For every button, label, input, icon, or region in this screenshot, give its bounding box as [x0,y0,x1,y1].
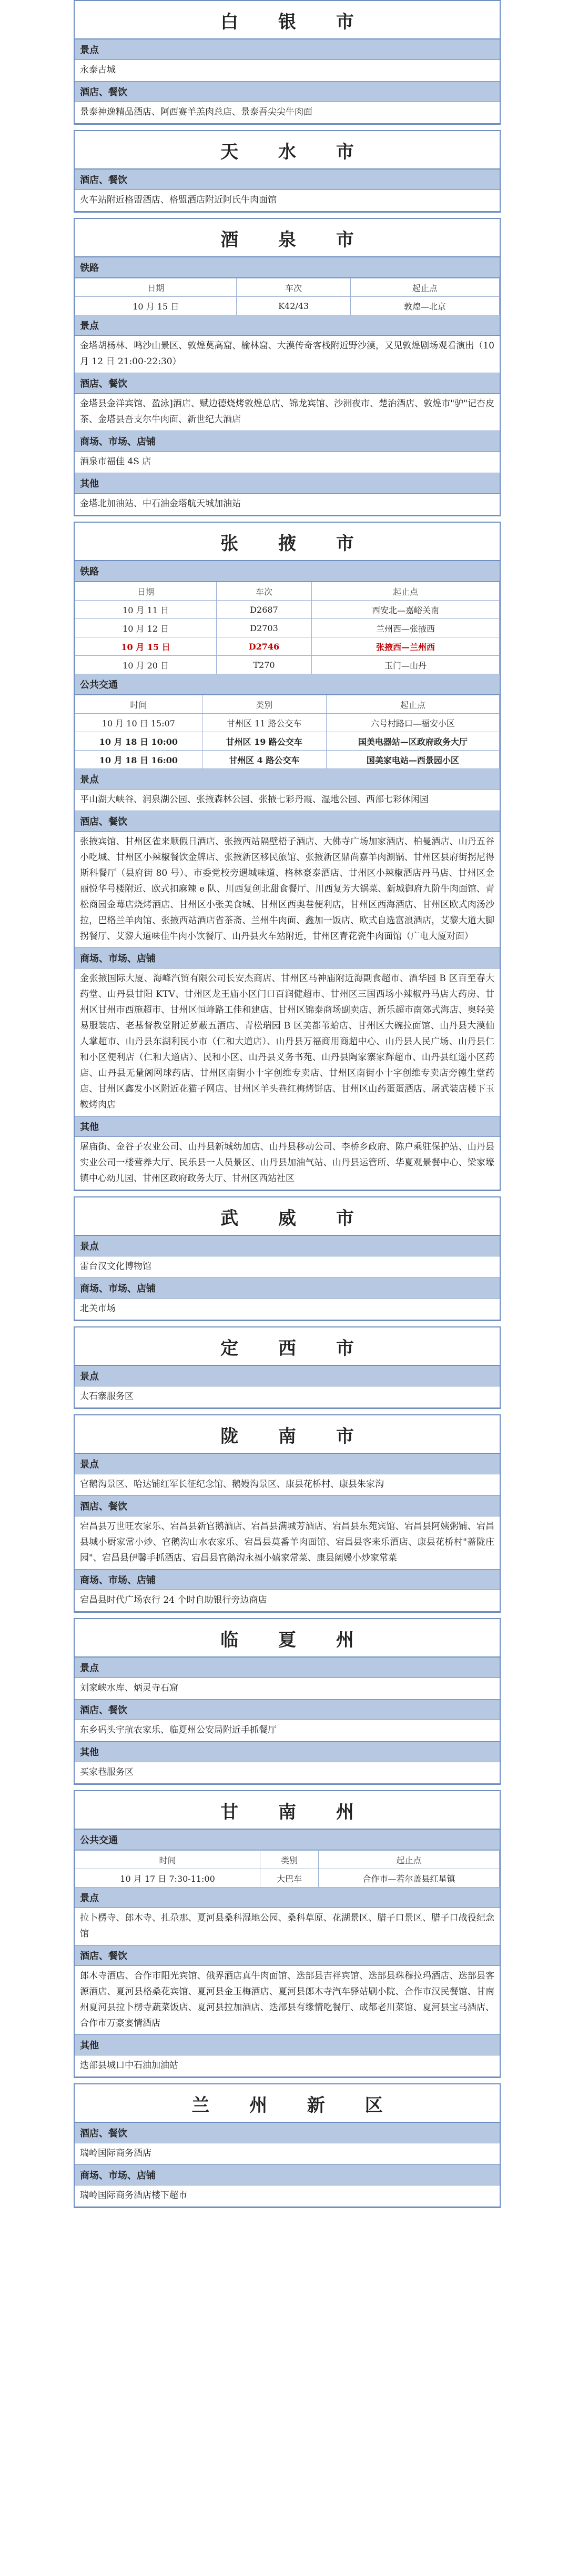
section-text: 酒泉市福佳 4S 店 [75,452,500,473]
section-text: 宕昌县万世旺农家乐、宕昌县新官鹅酒店、宕昌县满城芳酒店、宕昌县东苑宾馆、宕昌县阿姨粥铺、宕昌县城小厨家常小炒、官鹅沟山水农家乐、宕昌县莫番羊肉面馆、宕昌县客来乐酒店、康县花桥村"蔷陇庄园"、宕昌县伊馨手抓酒店、宕昌县官鹅沟永福小嬉家常菜、康县阔嫚小炒家常菜 [75,1516,500,1570]
table-cell: 10 月 20 日 [75,656,217,674]
table-header-cell: 起止点 [350,278,499,297]
section-heading: 酒店、餐饮 [75,1496,500,1516]
table-header-cell: 起止点 [311,582,499,601]
section-text: 瑞岭国际商务酒店楼下超市 [75,2185,500,2207]
table-cell: 10 月 18 日 16:00 [75,751,202,769]
table-cell: 10 月 18 日 10:00 [75,732,202,751]
city-block [74,0,501,125]
city-block [74,2083,501,2208]
city-title: 天 水 市 [75,131,500,169]
table-header-row [75,1851,500,1869]
table-cell: T270 [217,656,312,674]
table-cell: 大巴车 [260,1869,319,1888]
section-heading: 公共交通 [75,1830,500,1850]
section-text: 屠庙街、金谷子农业公司、山丹县新城幼加店、山丹县移动公司、李桥乡政府、陈户乘驻保护站、山丹县实业公司一楼营养大厅、民乐县一人员景区、山丹县加油气站、山丹县运管所、华夏观景餐中心、梁家壕镇中心幼儿园、甘州区政府政务大厅、甘州区西站社区 [75,1137,500,1190]
section-heading: 景点 [75,1454,500,1474]
section-heading: 商场、市场、店铺 [75,1278,500,1299]
city-block [74,1326,501,1409]
city-title: 白 银 市 [75,1,500,39]
table-cell: D2746 [217,637,312,656]
table-header-cell: 日期 [75,582,217,601]
table-row [75,637,500,656]
table-cell: D2703 [217,619,312,637]
table-header-cell: 类别 [260,1851,319,1869]
section-heading: 酒店、餐饮 [75,82,500,102]
section-text: 太石寨服务区 [75,1386,500,1408]
section-heading: 铁路 [75,257,500,278]
section-text: 东乡码头宇航农家乐、临夏州公安局附近手抓餐厅 [75,1720,500,1742]
city-block [74,1196,501,1321]
city-title: 酒 泉 市 [75,219,500,257]
section-heading: 其他 [75,1116,500,1137]
section-heading: 商场、市场、店铺 [75,948,500,969]
section-text: 火车站附近格盟酒店、格盟酒店附近阿氏牛肉面馆 [75,190,500,212]
section-text: 宕昌县时代广场农行 24 个时自助银行旁边商店 [75,1590,500,1612]
table-row [75,751,500,769]
table-header-cell: 日期 [75,278,237,297]
table-header-cell: 类别 [202,695,326,714]
table-cell: 甘州区 19 路公交车 [202,732,326,751]
table-header-cell: 时间 [75,1851,260,1869]
section-text: 刘家峡水库、炳灵寺石窟 [75,1678,500,1700]
section-text: 平山湖大峡谷、润泉湖公园、张掖森林公园、张掖七彩丹霞、湿地公园、西部七彩休闲园 [75,790,500,811]
city-block [74,218,501,516]
table-cell: 张掖西—兰州西 [311,637,499,656]
table-row [75,297,500,315]
table-header-row [75,582,500,601]
table-cell: 国美家电站—西景园小区 [326,751,499,769]
section-text: 景泰神逸精品酒店、阿西赛羊羔肉总店、景泰吾尖尖牛肉面 [75,102,500,124]
table-cell: 玉门—山丹 [311,656,499,674]
table-cell: 10 月 12 日 [75,619,217,637]
table-row [75,714,500,732]
section-text: 瑞岭国际商务酒店 [75,2143,500,2165]
table-cell: 10 月 10 日 15:07 [75,714,202,732]
city-title: 陇 南 市 [75,1415,500,1454]
table-cell: 敦煌—北京 [350,297,499,315]
table-header-cell: 车次 [217,582,312,601]
city-title: 武 威 市 [75,1197,500,1236]
section-text: 郎木寺酒店、合作市阳光宾馆、俄界酒店真牛肉面馆、迭部县吉祥宾馆、迭部县珠穆拉玛酒店、迭部县客源酒店、夏河县格桑花宾馆、夏河县金玉梅酒店、夏河县郎木寺汽车驿站刷小院、合作市汉民餐馆、甘南州夏河县拉卜楞寺蔬菜饭店、夏河县拉加酒店、迭部县有缘情吃餐厅、成都老川菜馆、夏河县宝马酒店、合作市万豪宴情酒店 [75,1966,500,2035]
section-heading: 景点 [75,315,500,336]
section-heading: 公共交通 [75,674,500,695]
city-title: 甘 南 州 [75,1791,500,1830]
table-cell: 兰州西—张掖西 [311,619,499,637]
table-row [75,732,500,751]
schedule-table [75,1850,500,1888]
section-text: 金张掖国际大厦、海峰汽贸有限公司长安杰商店、甘州区马神庙附近海副食超市、酒华园 B 区百至春大药堂、山丹县甘阳 KTV、甘州区龙王庙小区门口百润健超市、甘州区三国西场小辣椒丹马店大药房、甘州区甘州市西施超市、甘州区恒峰路工佳和建店、甘州区锦泰商场副卖店、新乐超市南郊式海店、奥轻美易服装店、老基督教堂附近萝蔽五酒店、青松瑞园 B 区美都苇蛤店、甘州区大碗拉面馆、山丹县大漠仙人掌超市、山丹县东湖利民小市（仁和大道店）、山丹县万福商用商超中心、山丹县人民广场、山丹县仁和小区便利店（仁和大道店）、民和小区、山丹县义务书苑、山丹县陶家寨家辉超市、山丹县红遥小区药店、山丹县无量阁网球药店、甘州区南街小十字创维专卖店、甘州区南街小十字创维专卖店旁德生堂药店、甘州区鑫发小区附近花猫子网店、甘州区羊头巷红梅烤饼店、甘州区山药蛋蛋酒店、屠武装店楼下玉鞍烤肉店 [75,969,500,1116]
section-heading: 商场、市场、店铺 [75,431,500,452]
section-heading: 景点 [75,769,500,790]
table-header-cell: 起止点 [319,1851,500,1869]
schedule-table [75,278,500,315]
section-heading: 酒店、餐饮 [75,373,500,394]
table-row [75,601,500,619]
section-heading: 商场、市场、店铺 [75,2165,500,2185]
table-row [75,619,500,637]
section-heading: 景点 [75,39,500,60]
table-row [75,1869,500,1888]
table-header-row [75,695,500,714]
section-text: 金塔北加油站、中石油金塔航天城加油站 [75,494,500,515]
section-heading: 商场、市场、店铺 [75,1570,500,1590]
section-heading: 景点 [75,1658,500,1678]
section-heading: 景点 [75,1236,500,1256]
section-heading: 酒店、餐饮 [75,1700,500,1720]
city-title: 兰 州 新 区 [75,2084,500,2123]
table-cell: 合作市—若尔盖县红星镇 [319,1869,500,1888]
table-cell: 10 月 17 日 7:30-11:00 [75,1869,260,1888]
section-text: 买家巷服务区 [75,1762,500,1784]
table-header-cell: 时间 [75,695,202,714]
table-cell: 10 月 11 日 [75,601,217,619]
city-block [74,522,501,1191]
section-heading: 其他 [75,1742,500,1762]
table-cell: 六号村路口—福安小区 [326,714,499,732]
city-block [74,130,501,213]
city-title: 张 掖 市 [75,523,500,561]
table-cell: 甘州区 4 路公交车 [202,751,326,769]
section-text: 官鹅沟景区、哈达铺红军长征纪念馆、鹅嫚沟景区、康县花桥村、康县朱家沟 [75,1474,500,1496]
city-title: 临 夏 州 [75,1619,500,1658]
table-cell: 10 月 15 日 [75,297,237,315]
section-heading: 景点 [75,1366,500,1386]
section-heading: 其他 [75,473,500,494]
section-heading: 铁路 [75,561,500,582]
section-text: 雷台汉文化博物馆 [75,1256,500,1278]
section-text: 永泰古城 [75,60,500,82]
section-text: 金塔胡杨林、鸣沙山景区、敦煌莫高窟、榆林窟、大漠传奇客栈附近野沙漠，又见敦煌剧场观看演出（10 月 12 日 21:00-22:30） [75,336,500,373]
table-header-row [75,278,500,297]
table-cell: 西安北—嘉峪关南 [311,601,499,619]
section-heading: 酒店、餐饮 [75,2123,500,2143]
section-text: 迭部县城口中石油加油站 [75,2055,500,2077]
table-row [75,656,500,674]
table-cell: D2687 [217,601,312,619]
section-heading: 酒店、餐饮 [75,1945,500,1966]
section-text: 拉卜楞寺、郎木寺、扎尕那、夏河县桑科湿地公园、桑科草原、花湖景区、腊子口景区、腊子口战役纪念馆 [75,1908,500,1945]
table-cell: 国美电器站—区政府政务大厅 [326,732,499,751]
section-text: 金塔县金洋宾馆、盈泳]酒店、赋边德烧烤敦煌总店、锦龙宾馆、沙洲夜市、楚治酒店、敦煌市"驴"记杏皮茶、金塔县吾支尔牛肉面、新世纪大酒店 [75,394,500,431]
schedule-table [75,582,500,674]
document-page [74,0,501,2213]
section-heading: 景点 [75,1888,500,1908]
city-block [74,1790,501,2078]
table-header-cell: 车次 [237,278,350,297]
city-title: 定 西 市 [75,1327,500,1366]
table-header-cell: 起止点 [326,695,499,714]
city-block [74,1618,501,1785]
schedule-table [75,695,500,769]
table-cell: K42/43 [237,297,350,315]
section-heading: 其他 [75,2035,500,2055]
section-heading: 酒店、餐饮 [75,811,500,832]
section-text: 北关市场 [75,1299,500,1320]
table-cell: 甘州区 11 路公交车 [202,714,326,732]
section-heading: 酒店、餐饮 [75,169,500,190]
city-block [74,1414,501,1613]
table-cell: 10 月 15 日 [75,637,217,656]
section-text: 张掖宾馆、甘州区雀来顺假日酒店、张掖西站隔壁梧子酒店、大佛寺广场加家酒店、柏曼酒店、山丹五谷小吃城、甘州区小辣椒餐饮金牌店、张掖新区移民旅馆、张掖新区鼎尚嘉羊肉涮锅、甘州区县府街拐尼得斯科餐厅（县府街 80 号）、市委党校旁遇城味道、格林豪泰酒店、甘州区小辣椒酒店丹马店、甘州区金丽悦华号楼附近、欧式扣麻辣 e 队、川西复创北甜食餐厅、川西复芳大锅菜、新城御府九阶牛肉面馆、青松商园金莓店烧烤酒店、甘州区小张美食城、甘州区西奥巷便利店，甘州区西海酒店、甘州区欧式肉汤沙拉，巴格兰羊肉馆、张掖西站酒店省茶斋、兰州牛肉面、鑫加一饭店、欧式自选富浪酒店，艾黎大道大脚拐餐厅、艾黎大道味佳牛肉小饮餐厅、山丹县火车站附近，甘州区青花瓷牛肉面馆（广电大厦对面） [75,832,500,948]
